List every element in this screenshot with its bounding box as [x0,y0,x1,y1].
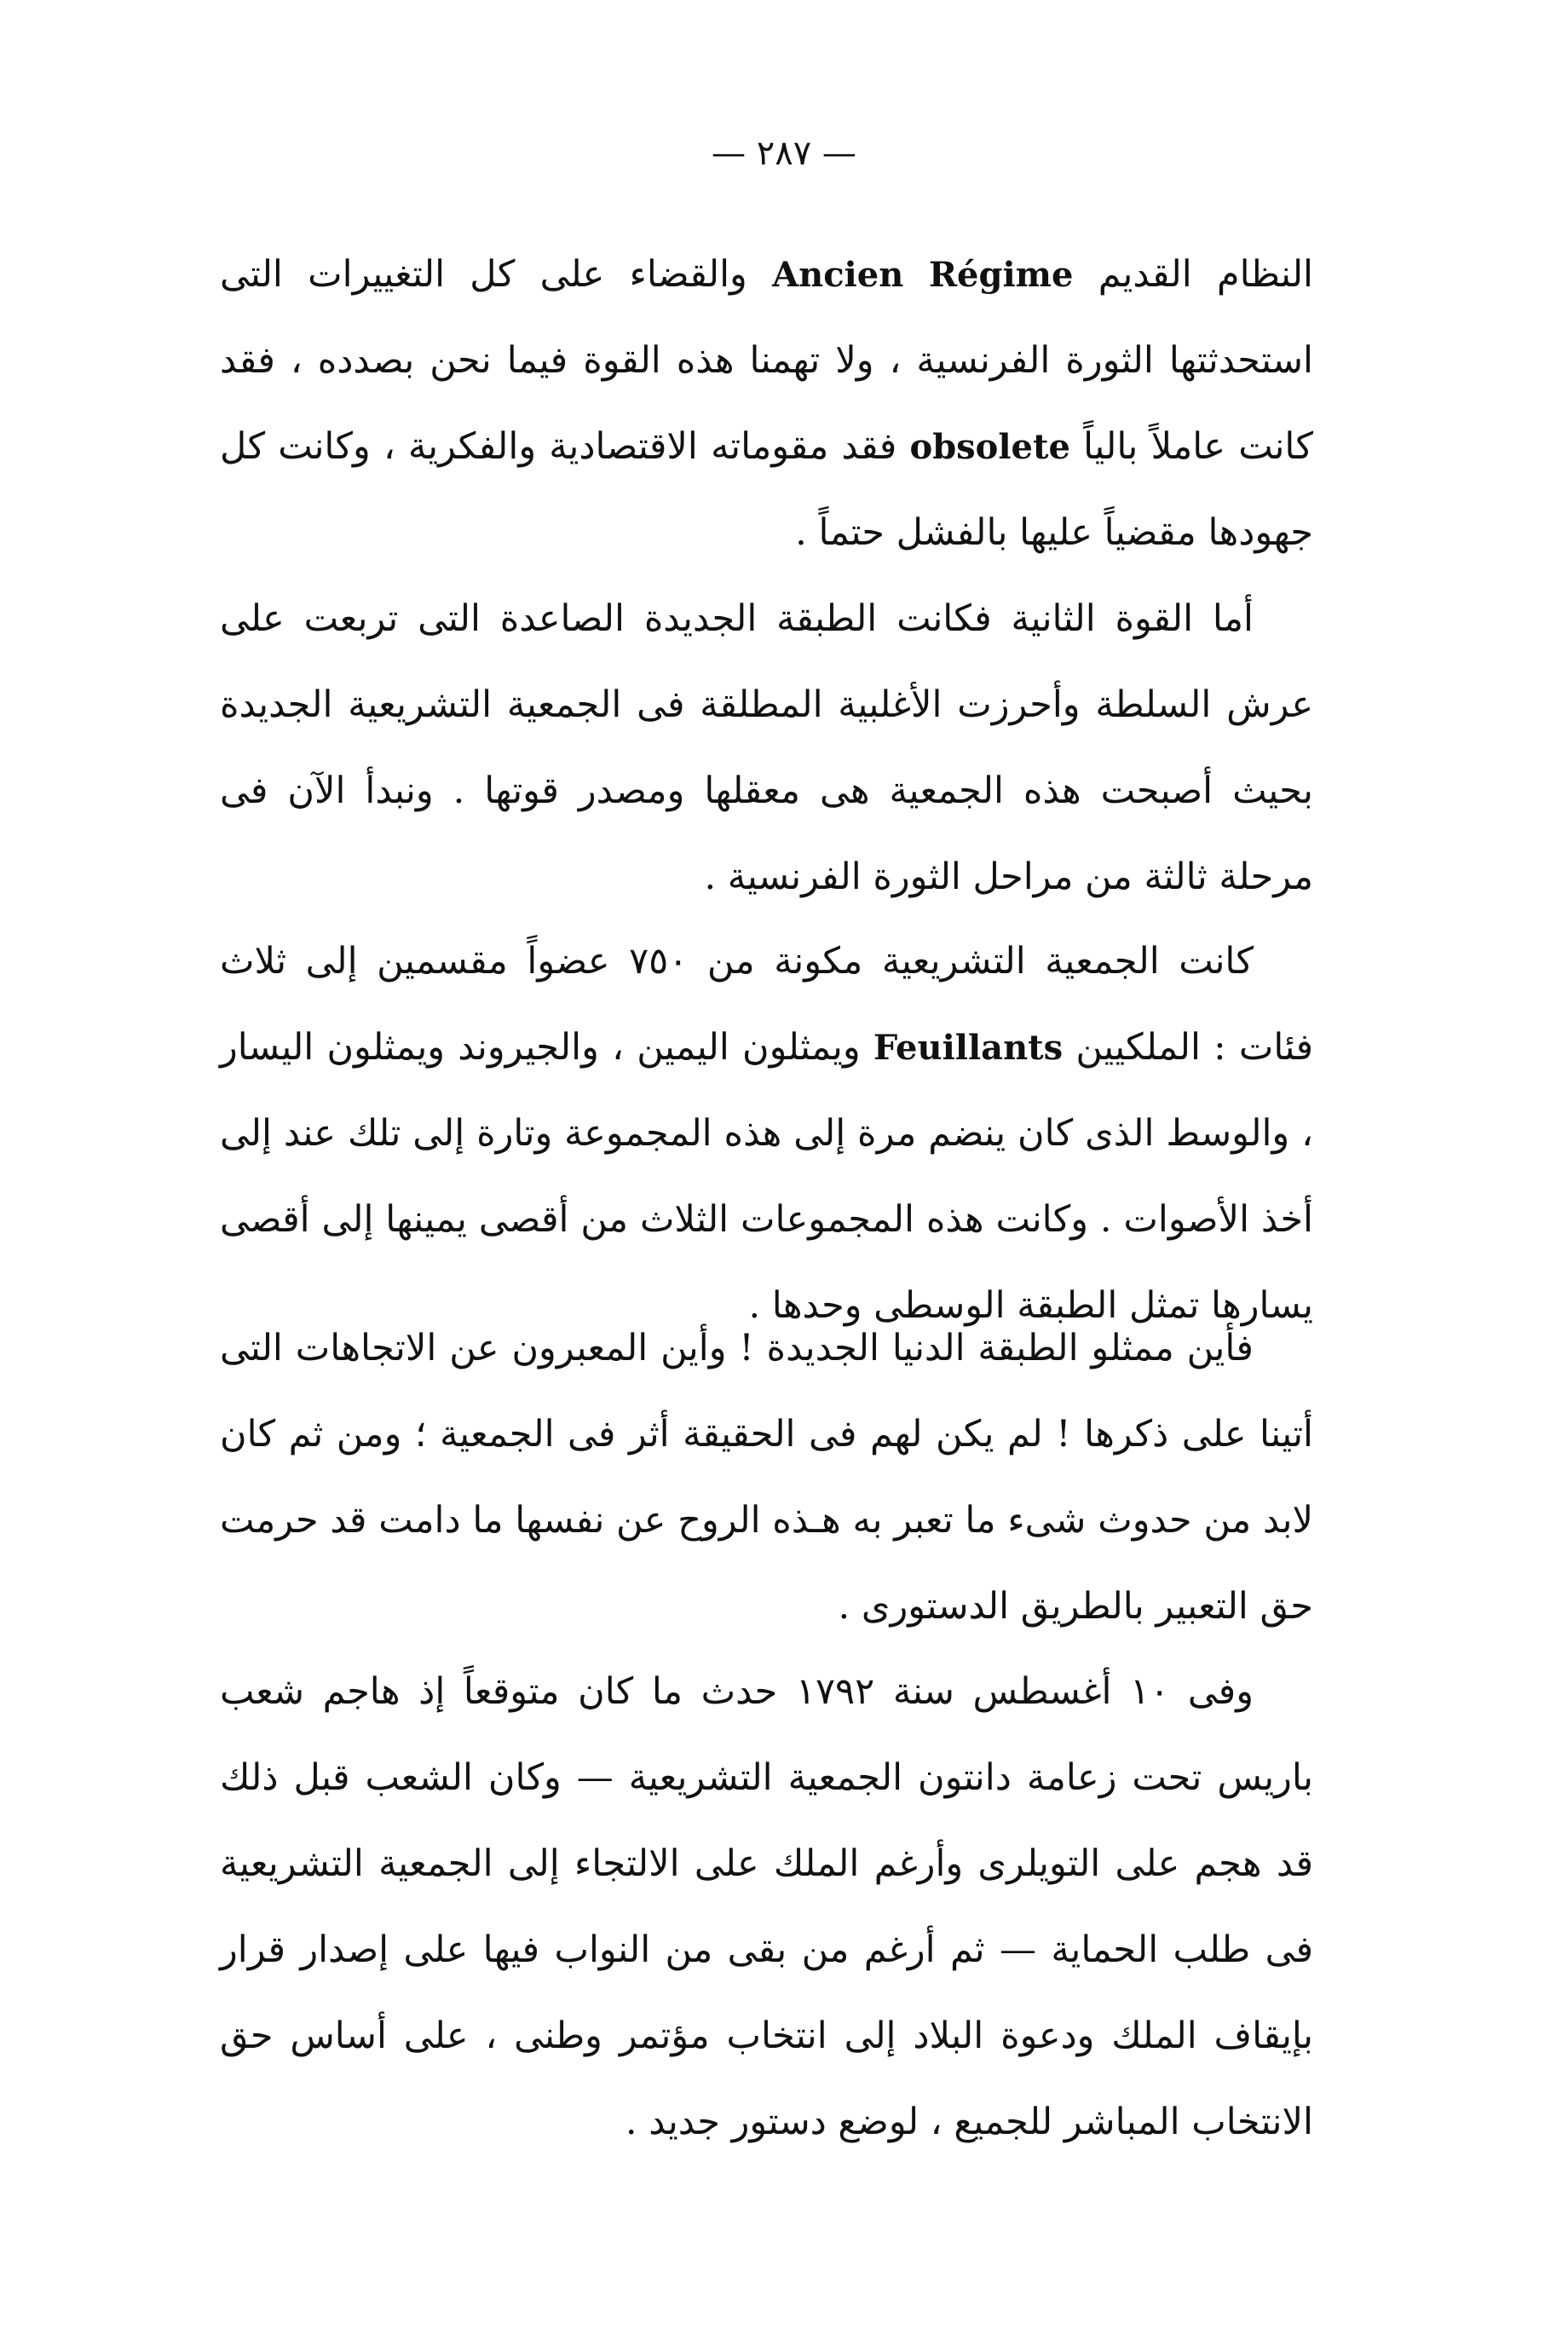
paragraph-text-part: النظام القديم [1073,253,1313,296]
paragraph-lower-class [220,1306,1313,1650]
paragraph-text [220,232,1313,576]
paragraph-ancien-regime [220,232,1313,576]
paragraph-text: فأين ممثلو الطبقة الدنيا الجديدة ! وأين المعبرون عن الاتجاهات التى أتينا على ذكرها ! لم يكن لهم فى الحقيقة أثر فى الجمعية ؛ ومن ثم كان لابد من حدوث شىء ما تعبر به هـذه الروح عن نفسها ما دامت قد حرمت حق التعبير بالطريق الدستورى . [220,1327,1313,1628]
page-number: — ٢٨٧ — [712,134,856,173]
paragraph-text [220,919,1313,1349]
paragraph-second-force [220,576,1313,920]
latin-term-feuillants: Feuillants [873,1028,1064,1068]
latin-term-obsolete: obsolete [909,427,1070,467]
paragraph-text-part: ويمثلون اليمين ، والجيروند ويمثلون اليسار ، والوسط الذى كان ينضم مرة إلى هذه المجموعة وتارة إلى تلك عند إلى أخذ الأصوات . وكانت هذه المجموعات الثلاث من أقصى يمينها إلى أقصى يسارها تمثل الطبقة الوسطى وحدها . [220,1026,1313,1327]
paragraph-legislative-assembly [220,919,1313,1349]
paragraph-text-part: والقضاء على كل التغييرات التى استحدثتها الثورة الفرنسية ، ولا تهمنا هذه القوة فيما نحن بصدده ، فقد كانت عاملاً بالياً [220,253,1314,468]
paragraph-text: أما القوة الثانية فكانت الطبقة الجديدة الصاعدة التى تربعت على عرش السلطة وأحرزت الأغلبية المطلقة فى الجمعية التشريعية الجديدة بحيث أصبحت هذه الجمعية هى معقلها ومصدر قوتها . ونبدأ الآن فى مرحلة ثالثة من مراحل الثورة الفرنسية . [220,597,1313,898]
paragraph-text-part: فقد مقوماته الاقتصادية والفكرية ، وكانت كل جهودها مقضياً عليها بالفشل حتماً . [220,425,1313,554]
paragraph-text-part: كانت الجمعية التشريعية مكونة من ٧٥٠ عضواً مقسمين إلى ثلاث فئات : الملكيين [220,940,1313,1069]
paragraph-august-1792 [220,1649,1313,2165]
paragraph-text: وفى ١٠ أغسطس سنة ١٧٩٢ حدث ما كان متوقعاً إذ هاجم شعب باريس تحت زعامة دانتون الجمعية التشريعية — وكان الشعب قبل ذلك قد هجم على التويلرى وأرغم الملك على الالتجاء إلى الجمعية التشريعية فى طلب الحماية — ثم أرغم من بقى من النواب فيها على إصدار قرار بإيقاف الملك ودعوة البلاد إلى انتخاب مؤتمر وطنى ، على أساس حق الانتخاب المباشر للجميع ، لوضع دستور جديد . [220,1670,1313,2143]
latin-term-ancien-regime: Ancien Régime [772,255,1074,295]
